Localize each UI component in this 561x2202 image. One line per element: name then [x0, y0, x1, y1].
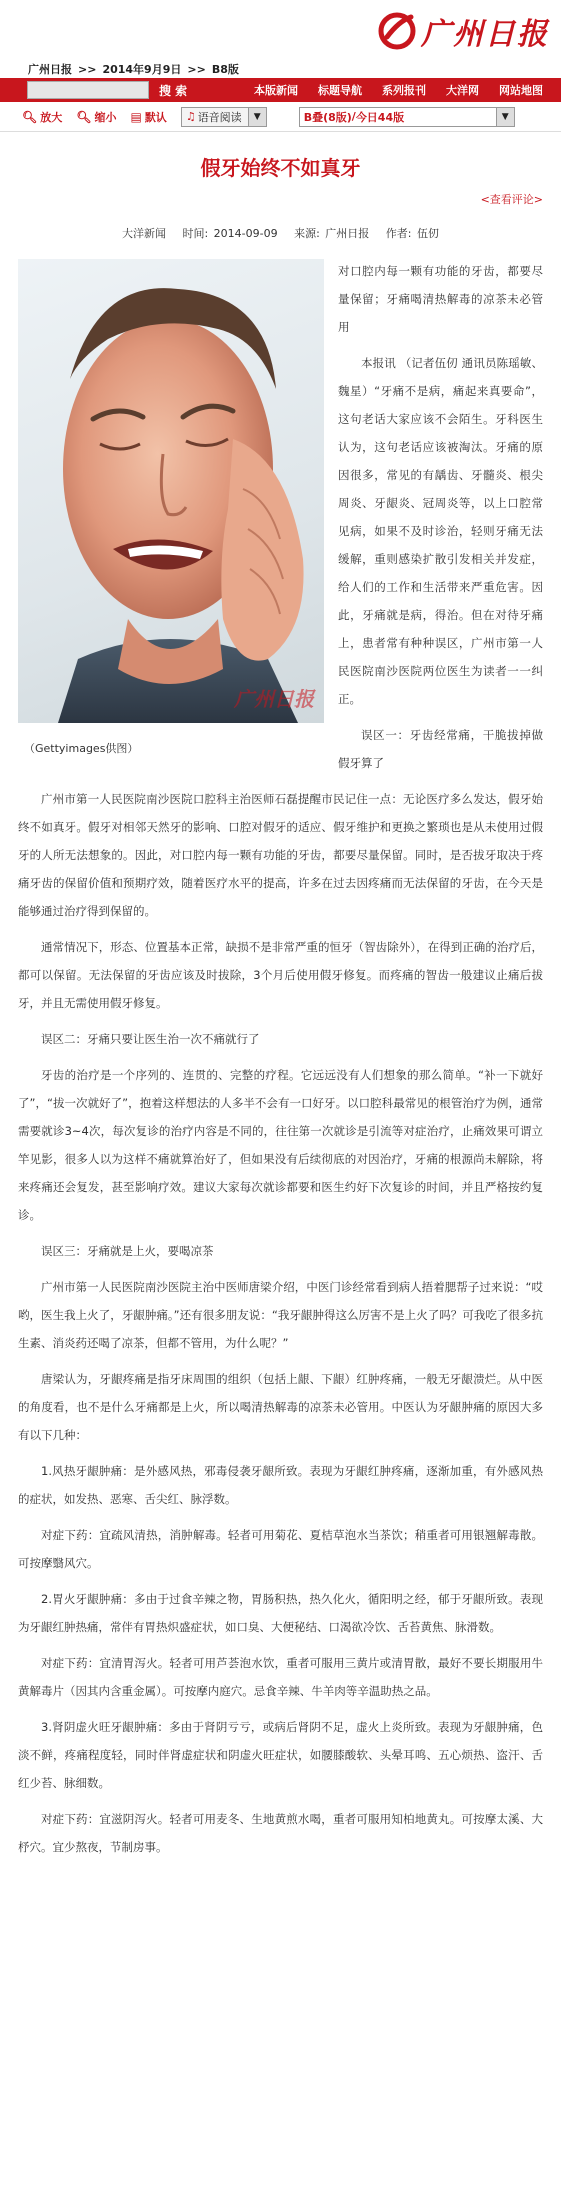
nav-bar	[0, 78, 561, 102]
toolbar	[0, 102, 561, 132]
edition-b-label: 今日44版	[355, 110, 405, 124]
article-paragraph: 1.风热牙龈肿痛：是外感风热，邪毒侵袭牙龈所致。表现为牙龈红肿疼痛，逐渐加重，有外感风热的症状，如发热、恶寒、舌尖红、脉浮数。	[18, 1464, 543, 1506]
toothache-man-photo	[18, 259, 324, 723]
section-heading: 误区二：牙痛只要让医生治一次不痛就行了	[41, 1032, 260, 1046]
article-body	[0, 257, 561, 1861]
article-paragraph: 唐梁认为，牙龈疼痛是指牙床周围的组织（包括上龈、下龈）红肿疼痛，一般无牙龈溃烂。从中医的角度看，也不是什么牙痛都是上火，所以喝清热解毒的凉茶未必管用。中医认为牙龈肿痛的原因大多有以下几种：	[18, 1372, 543, 1442]
nav-links	[244, 82, 553, 98]
zoom-in-button[interactable]	[22, 109, 62, 125]
magnifier-plus-icon: 🔍︎	[22, 109, 38, 124]
article-meta: 大洋新闻 时间: 2014-09-09 来源: 广州日报 作者: 伍仞	[121, 227, 440, 240]
magnifier-minus-icon: 🔍︎	[76, 109, 92, 124]
section-heading: 误区三：牙痛就是上火，要喝凉茶	[41, 1244, 214, 1258]
zoom-in-label: 放大	[40, 110, 63, 124]
masthead	[0, 0, 561, 60]
nav-link-sitemap[interactable]: 网站地图	[499, 84, 543, 97]
chevron-down-icon: ▼	[496, 108, 514, 126]
breadcrumb-date[interactable]: 2014年9月9日	[102, 63, 182, 76]
article-paragraph: 对症下药：宜疏风清热，消肿解毒。轻者可用菊花、夏桔草泡水当茶饮；稍重者可用银翘解毒散。可按摩翳风穴。	[18, 1528, 543, 1570]
article-paragraph: 3.肾阴虚火旺牙龈肿痛：多由于肾阴亏亏，或病后肾阴不足，虚火上炎所致。表现为牙龈肿痛，色淡不鲜，疼痛程度轻，同时伴肾虚症状和阴虚火旺症状，如腰膝酸软、头晕耳鸣、五心烦热、盗汗、舌红少苔、脉细数。	[18, 1720, 543, 1790]
document-icon: ▤	[130, 109, 142, 124]
search-input[interactable]	[27, 81, 149, 99]
voice-read-label: 语音阅读	[197, 110, 242, 124]
logo[interactable]	[377, 6, 549, 56]
breadcrumb-home[interactable]: 广州日报	[28, 63, 72, 76]
article-figure	[18, 259, 324, 763]
article-paragraph: 广州市第一人民医院南沙医院口腔科主治医师石磊提醒市民记住一点：无论医疗多么发达，假牙始终不如真牙。假牙对相邻天然牙的影响、口腔对假牙的适应、假牙维护和更换之繁琐也是从未使用过假牙的人所无法想象的。因此，对口腔内每一颗有功能的牙齿，都要尽量保留。同时，是否拔牙取决于疼痛牙齿的保留价值和预期疗效，随着医疗水平的提高，许多在过去因疼痛而无法保留的牙齿，在今天是能够通过治疗得到保留的。	[18, 792, 543, 918]
article-paragraph: 本报讯 （记者伍仞 通讯员陈瑶敏、魏星）“牙痛不是病，痛起来真要命”，这句老话大家应该不会陌生。牙科医生认为，这句老话应该被淘汰。牙痛的原因很多，常见的有龋齿、牙髓炎、根尖周炎、牙龈炎、冠周炎等，以上口腔常见病，如果不及时诊治，轻则牙痛无法缓解，重则感染扩散引发相关并发症，给人们的工作和生活带来严重危害。因此，牙痛就是病，得治。但在对待牙痛上，患者常有种种误区，广州市第一人民医院南沙医院两位医生为读者一一纠正。	[338, 356, 543, 706]
photo-caption: （Gettyimages供图）	[24, 742, 139, 755]
article-paragraph: 牙齿的治疗是一个序列的、连贯的、完整的疗程。它远远没有人们想象的那么简单。“补一下就好了”，“拔一次就好了”，抱着这样想法的人多半不会有一口好牙。以口腔科最常见的根管治疗为例，通常需要就诊3~4次，每次复诊的治疗内容是不同的，往往第一次就诊是引流等对症治疗，止痛效果可谓立竿见影，很多人以为这样不痛就算治好了，但如果没有后续彻底的对因治疗，牙痛的根源尚未解除，将来疼痛还会复发，甚至影响疗效。建议大家每次就诊都要和医生约好下次复诊的时间，并且严格按约复诊。	[18, 1068, 543, 1222]
article-paragraph: 对症下药：宜清胃泻火。轻者可用芦荟泡水饮，重者可服用三黄片或清胃散，最好不要长期服用牛黄解毒片（因其内含重金属）。可按摩内庭穴。忌食辛辣、牛羊肉等辛温助热之品。	[18, 1656, 543, 1698]
article-paragraph: 对症下药：宜滋阴泻火。轻者可用麦冬、生地黄煎水喝，重者可服用知柏地黄丸。可按摩太溪、大杼穴。宜少熬夜，节制房事。	[18, 1812, 543, 1854]
zoom-out-button[interactable]	[76, 109, 116, 125]
chevron-down-icon: ▼	[248, 108, 266, 126]
nav-link-publications[interactable]: 系列报刊	[382, 84, 426, 97]
edition-select[interactable]	[299, 107, 515, 127]
logo-watermark: 广州日报	[234, 687, 314, 711]
logo-text: 广州日报	[421, 17, 549, 52]
breadcrumb-sep: >>	[78, 62, 97, 76]
breadcrumb	[0, 60, 561, 78]
article-paragraph: 对口腔内每一颗有功能的牙齿，都要尽量保留；牙痛喝清热解毒的凉茶未必管用	[338, 264, 543, 334]
section-heading: 误区一：牙齿经常痛，干脆拔掉做假牙算了	[338, 728, 543, 770]
view-comments-link[interactable]: <查看评论>	[480, 193, 543, 206]
article-paragraph: 2.胃火牙龈肿痛：多由于过食辛辣之物，胃肠积热，热久化火，循阳明之经，郁于牙龈所致。表现为牙龈红肿热痛，常伴有胃热炽盛症状，如口臭、大便秘结、口渴欲冷饮、舌苔黄焦、脉滑数。	[18, 1592, 543, 1634]
default-size-label: 默认	[144, 110, 167, 124]
edition-separator: /	[351, 110, 356, 123]
article-paragraph: 广州市第一人民医院南沙医院主治中医师唐梁介绍，中医门诊经常看到病人捂着腮帮子过来说：“哎哟，医生我上火了，牙龈肿痛。”还有很多朋友说：“我牙龈肿得这么厉害不是上火了吗？可我吃了很多抗生素、消炎药还喝了凉茶，但都不管用，为什么呢？”	[18, 1280, 543, 1350]
article-paragraph: 通常情况下，形态、位置基本正常，缺损不是非常严重的恒牙（智齿除外），在得到正确的治疗后，都可以保留。无法保留的牙齿应该及时拔除，3个月后使用假牙修复。而疼痛的智齿一般建议止痛后拔牙，并且无需使用假牙修复。	[18, 940, 543, 1010]
nav-link-headlines[interactable]: 标题导航	[318, 84, 362, 97]
voice-read-button[interactable]	[181, 107, 267, 127]
article-photo[interactable]	[18, 259, 324, 723]
zoom-out-label: 缩小	[94, 110, 117, 124]
nav-link-dayoo[interactable]: 大洋网	[446, 84, 479, 97]
default-size-button[interactable]	[130, 109, 166, 125]
search-button[interactable]: 搜 索	[159, 83, 188, 98]
nav-link-page-news[interactable]: 本版新闻	[254, 84, 298, 97]
speaker-icon: ♫	[185, 110, 196, 123]
article-title: 假牙始终不如真牙	[200, 156, 361, 180]
breadcrumb-section[interactable]: B8版	[211, 63, 239, 76]
edition-a-label: B叠(8版)	[303, 110, 352, 124]
logo-mark-icon	[377, 11, 417, 51]
breadcrumb-sep: >>	[187, 62, 206, 76]
